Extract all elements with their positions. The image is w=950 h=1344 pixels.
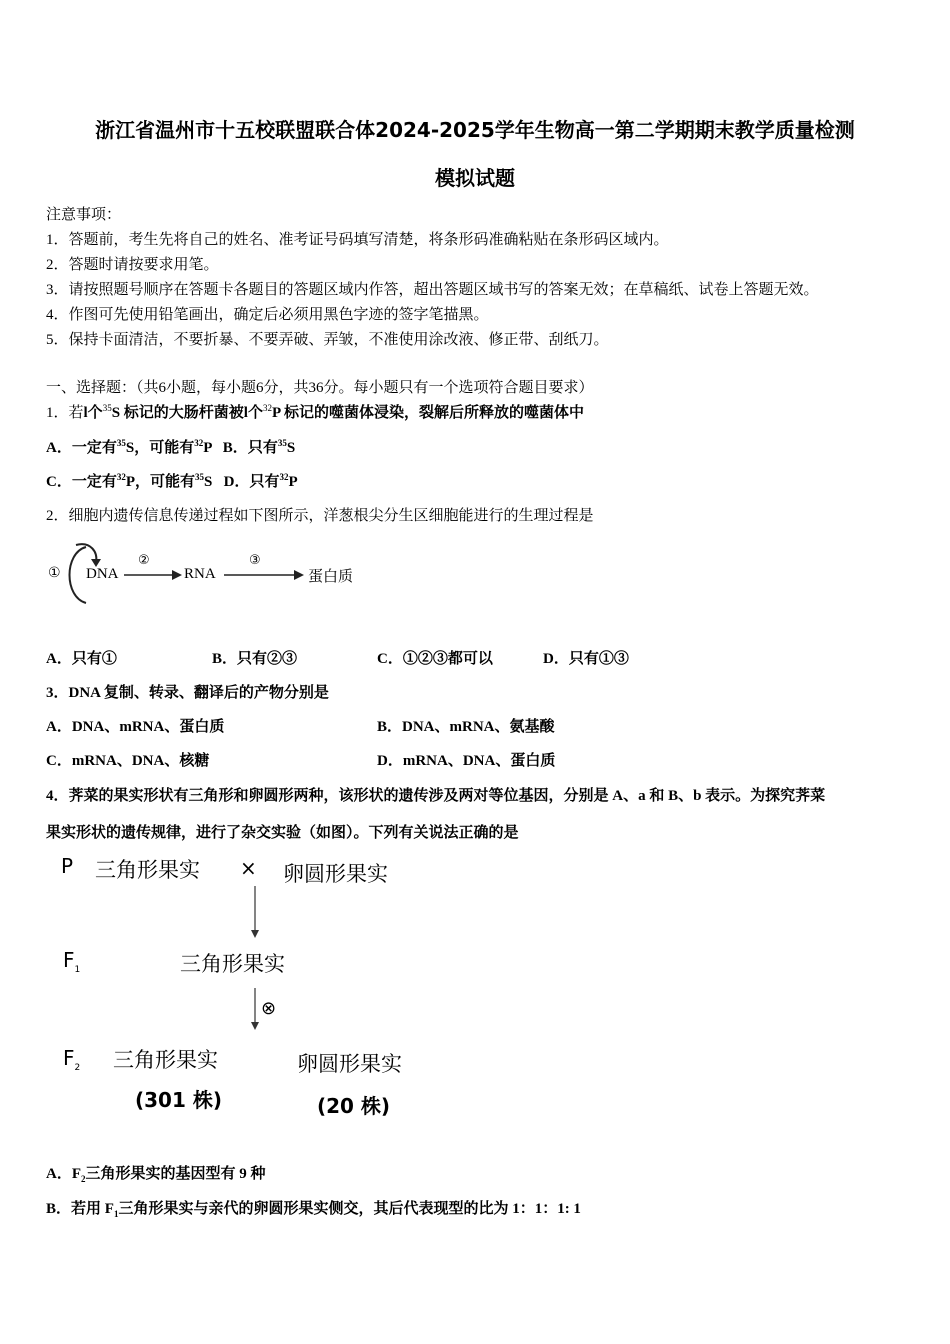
notice-item: 2．答题时请按要求用笔。 — [46, 257, 219, 273]
q1-options-cd: C．一定有$^{32}$P，可能有$^{35}$S D．只有$^{32}$P — [46, 472, 298, 490]
title-line2: 模拟试题 — [435, 166, 515, 190]
cross-diagram: P 三角形果实 × 卵圆形果实 $F_1$ 三角形果实 ⊗ $F_2$ 三角形果实 (301 株) 卵圆形果实 (20 株) — [55, 848, 445, 1123]
gene-flow-diagram: ① DNA ② RNA ③ 蛋白质 — [46, 535, 366, 615]
section-heading: 一、选择题：（共6小题，每小题6分，共36分。每小题只有一个选项符合题目要求） — [46, 380, 594, 396]
cross-arrows — [55, 848, 445, 1123]
q4-stem-line2: 果实形状的遗传规律，进行了杂交实验（如图）。下列有关说法正确的是 — [46, 825, 519, 841]
title-line1: 浙江省温州市十五校联盟联合体2024-2025学年生物高一第二学期期末教学质量检测 — [95, 118, 855, 142]
q3-option-a: A．DNA、mRNA、蛋白质 — [46, 719, 225, 735]
q1-options-ab: A．一定有$^{35}$S，可能有$^{32}$P B．只有$^{35}$S — [46, 438, 296, 456]
q1-stem: 1．若l个$^{35}$S 标记的大肠杆菌被l个$^{32}$P 标记的噬菌体浸染，裂解后所释放的噬菌体中 — [46, 403, 585, 421]
q4-option-a: A．$F_2$三角形果实的基因型有 9 种 — [46, 1166, 266, 1184]
q4-option-b: B．若用 $F_1$三角形果实与亲代的卵圆形果实侧交，其后代表现型的比为 1：1：1: 1 — [46, 1201, 581, 1219]
notice-heading: 注意事项： — [46, 207, 122, 223]
q2-option-c: C．①②③都可以 — [377, 651, 493, 667]
notice-item: 4．作图可先使用铅笔画出，确定后必须用黑色字迹的签字笔描黑。 — [46, 307, 489, 323]
q4-stem-line1: 4．荠菜的果实形状有三角形和卵圆形两种，该形状的遗传涉及两对等位基因，分别是 A、a 和 B、b 表示。为探究荠菜 — [46, 788, 826, 804]
q3-stem: 3．DNA 复制、转录、翻译后的产物分别是 — [46, 685, 329, 701]
notice-item: 3．请按照题号顺序在答题卡各题目的答题区域内作答，超出答题区域书写的答案无效；在草稿纸、试卷上答题无效。 — [46, 282, 819, 298]
q2-option-b: B．只有②③ — [212, 651, 298, 667]
notice-item: 1．答题前，考生先将自己的姓名、准考证号码填写清楚，将条形码准确粘贴在条形码区域内。 — [46, 232, 669, 248]
q3-option-d: D．mRNA、DNA、蛋白质 — [377, 753, 556, 769]
notice-item: 5．保持卡面清洁，不要折暴、不要弄破、弄皱，不准使用涂改液、修正带、刮纸刀。 — [46, 332, 609, 348]
q3-option-b: B．DNA、mRNA、氨基酸 — [377, 719, 555, 735]
q2-option-d: D．只有①③ — [543, 651, 629, 667]
q2-stem: 2．细胞内遗传信息传递过程如下图所示，洋葱根尖分生区细胞能进行的生理过程是 — [46, 508, 594, 524]
q3-option-c: C．mRNA、DNA、核糖 — [46, 753, 210, 769]
q2-option-a: A．只有① — [46, 651, 117, 667]
